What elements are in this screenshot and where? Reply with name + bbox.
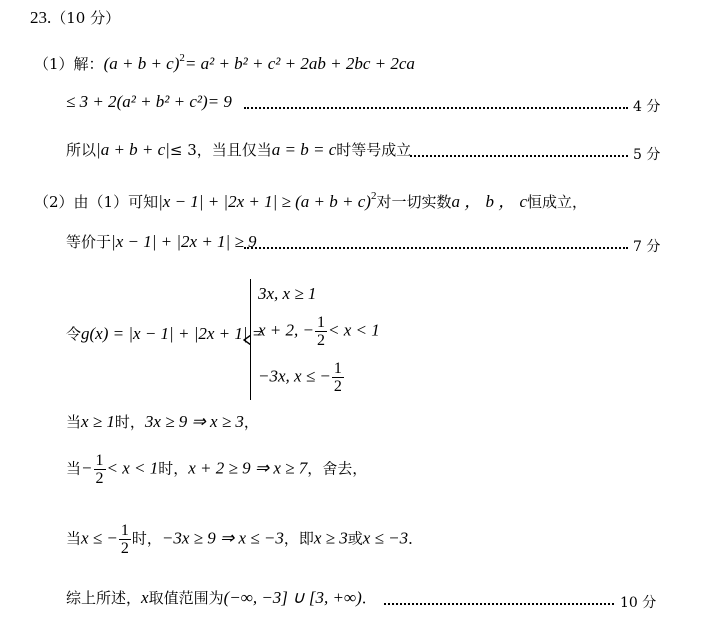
piece-1: 3x, x ≥ 1 bbox=[258, 284, 317, 303]
bound-prefix: ≤ 3 + 2 bbox=[66, 92, 117, 111]
case-3-r2: x ≤ −3 bbox=[362, 528, 409, 548]
bound-statement: ≤ 3，当且仅当 bbox=[169, 141, 272, 159]
square-base: (a + b + c) bbox=[103, 54, 180, 73]
fraction-half bbox=[315, 314, 327, 349]
in-summary: 综上所述， bbox=[66, 589, 142, 607]
piece-2-a: x + 2, − bbox=[258, 320, 314, 340]
score-10: 10 分 bbox=[620, 595, 657, 611]
case-1-expr: 3x ≥ 9 ⇒ x ≥ 3 bbox=[144, 412, 244, 431]
from-part1: 由（1）可知 bbox=[73, 193, 159, 211]
part1-line2 bbox=[66, 92, 232, 114]
score-leader-dots bbox=[244, 247, 628, 249]
bound-inner: (a² + b² + c²) bbox=[116, 92, 208, 111]
case-3-r1: x ≥ 3 bbox=[313, 528, 348, 548]
equality-text: 时等号成立 bbox=[336, 141, 412, 159]
concl-var: x bbox=[141, 588, 149, 607]
case-2-time: 时， bbox=[158, 459, 189, 478]
equality-condition: a = b = c bbox=[271, 140, 337, 159]
frac-den: 2 bbox=[95, 470, 104, 487]
frac-num: 1 bbox=[120, 522, 129, 539]
score-5: 5 分 bbox=[633, 147, 661, 163]
part1-line3 bbox=[66, 140, 411, 162]
case-2-end: ，舍去， bbox=[307, 459, 368, 478]
expansion-rhs: = a² + b² + c² + 2ab + 2bc + 2ca bbox=[184, 54, 415, 73]
case-1 bbox=[66, 412, 259, 434]
part2-line2 bbox=[66, 232, 257, 254]
bound-suffix: = 9 bbox=[207, 92, 232, 111]
part2-label: （2） bbox=[34, 193, 74, 211]
g-expr: g(x) = |x − 1| + |2x + 1| = bbox=[81, 324, 264, 343]
case-1-cond: x ≥ 1 bbox=[81, 412, 115, 431]
for-all-real: 对一切实数 bbox=[376, 193, 452, 211]
g-definition bbox=[66, 324, 263, 346]
brace-point-icon bbox=[243, 335, 251, 345]
equivalent-to: 等价于 bbox=[66, 233, 112, 251]
case-2-neg: − bbox=[81, 458, 93, 478]
case-3-expr: −3x ≥ 9 ⇒ x ≤ −3 bbox=[161, 528, 284, 548]
brace-tick bbox=[243, 331, 251, 341]
inequality-exponent: 2 bbox=[370, 190, 377, 202]
part1-label: （1） bbox=[34, 55, 74, 73]
case-2-expr: x + 2 ≥ 9 ⇒ x ≥ 7 bbox=[188, 458, 308, 478]
when-word: 当 bbox=[66, 459, 82, 478]
frac-num: 1 bbox=[333, 360, 342, 377]
piece-3-a: −3x, x ≤ − bbox=[258, 366, 331, 386]
square-exponent: 2 bbox=[179, 52, 185, 64]
case-1-time: 时， bbox=[114, 413, 145, 431]
part2-line1 bbox=[34, 186, 588, 211]
part1-line1 bbox=[34, 48, 415, 73]
case-3-time: 时， bbox=[131, 529, 162, 548]
inequality-expr: |x − 1| + |2x + 1| ≥ (a + b + c) bbox=[158, 192, 371, 211]
solution-set: (−∞, −3] ∪ [3, +∞) bbox=[223, 588, 362, 607]
frac-den: 2 bbox=[317, 332, 325, 349]
score-leader-dots bbox=[410, 155, 628, 157]
score-4: 4 分 bbox=[633, 99, 661, 115]
so-word: 所以 bbox=[66, 141, 97, 159]
score-7: 7 分 bbox=[633, 239, 661, 255]
variables: a ， b ， c bbox=[451, 192, 527, 211]
piece-2-b: < x < 1 bbox=[328, 320, 380, 340]
when-word: 当 bbox=[66, 529, 82, 548]
case-3-end: ． bbox=[408, 529, 424, 548]
problem-heading bbox=[30, 8, 120, 30]
fraction-half bbox=[332, 360, 344, 395]
piece-3 bbox=[258, 360, 345, 395]
fraction-half bbox=[94, 452, 106, 487]
let-word: 令 bbox=[66, 325, 82, 343]
solve-word: 解： bbox=[73, 55, 104, 73]
conclusion bbox=[66, 588, 377, 610]
range-is: 取值范围为 bbox=[148, 589, 224, 607]
case-3-that-is: ，即 bbox=[283, 529, 314, 548]
problem-number: 23. bbox=[30, 8, 52, 27]
piece-2 bbox=[258, 314, 380, 349]
frac-den: 2 bbox=[120, 540, 129, 557]
score-leader-dots bbox=[244, 107, 628, 109]
case-2-cond: < x < 1 bbox=[106, 458, 159, 478]
always-holds: 恒成立， bbox=[527, 193, 588, 211]
frac-num: 1 bbox=[95, 452, 104, 469]
case-3 bbox=[66, 522, 423, 568]
when-word: 当 bbox=[66, 413, 82, 431]
case-2 bbox=[66, 452, 367, 498]
score-leader-dots bbox=[384, 603, 614, 605]
case-3-cond: x ≤ − bbox=[81, 528, 118, 548]
fraction-half bbox=[119, 522, 131, 557]
frac-num: 1 bbox=[317, 314, 325, 331]
abs-sum: |a + b + c| bbox=[96, 140, 170, 159]
frac-den: 2 bbox=[333, 378, 342, 395]
case-1-end: ， bbox=[243, 413, 259, 431]
concl-end: ． bbox=[361, 589, 377, 607]
case-3-or: 或 bbox=[347, 529, 363, 548]
problem-points: （10 分） bbox=[51, 9, 121, 27]
equivalent-expr: |x − 1| + |2x + 1| ≥ 9 bbox=[111, 232, 257, 251]
